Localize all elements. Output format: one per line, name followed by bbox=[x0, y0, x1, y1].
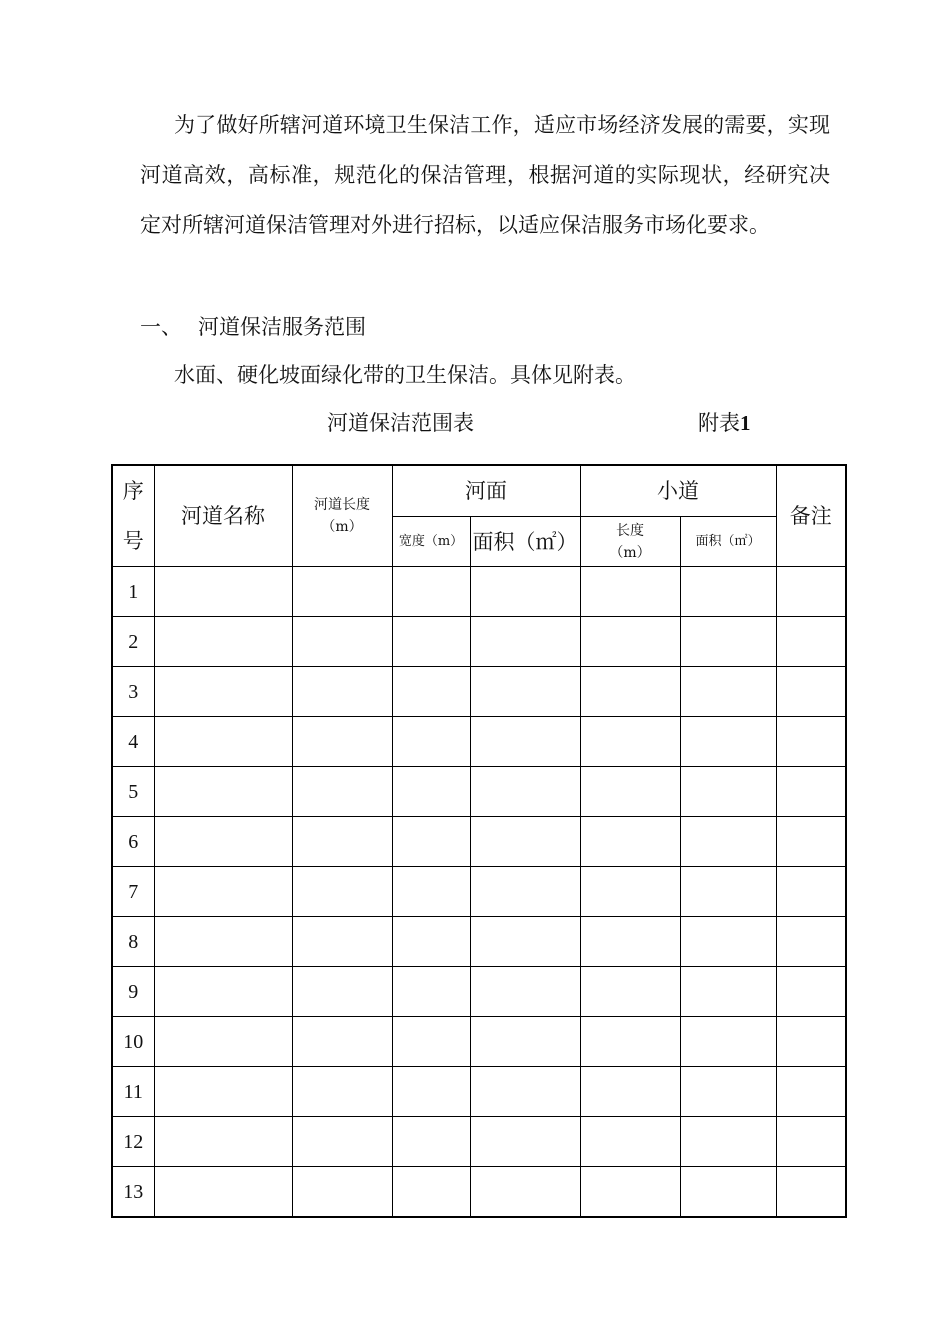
table-cell[interactable] bbox=[292, 1117, 392, 1167]
table-cell[interactable] bbox=[292, 1167, 392, 1218]
table-cell[interactable] bbox=[392, 867, 470, 917]
table-cell[interactable] bbox=[292, 617, 392, 667]
table-cell[interactable] bbox=[392, 1017, 470, 1067]
header-path-area: 面积（㎡） bbox=[680, 517, 776, 567]
table-cell[interactable] bbox=[470, 617, 580, 667]
table-cell[interactable] bbox=[680, 717, 776, 767]
table-cell[interactable] bbox=[470, 567, 580, 617]
table-cell[interactable] bbox=[292, 967, 392, 1017]
table-cell[interactable] bbox=[776, 717, 846, 767]
table-cell[interactable] bbox=[680, 617, 776, 667]
row-number: 10 bbox=[112, 1017, 154, 1067]
row-number: 2 bbox=[112, 617, 154, 667]
table-cell[interactable] bbox=[154, 567, 292, 617]
table-cell[interactable] bbox=[392, 817, 470, 867]
header-water-width: 宽度（m） bbox=[392, 517, 470, 567]
header-path: 小道 bbox=[580, 465, 776, 517]
table-cell[interactable] bbox=[776, 767, 846, 817]
table-cell[interactable] bbox=[580, 717, 680, 767]
table-body bbox=[112, 567, 846, 1218]
table-row bbox=[112, 867, 846, 917]
header-river-length-line2: （m） bbox=[321, 519, 363, 535]
intro-paragraph: 为了做好所辖河道环境卫生保洁工作，适应市场经济发展的需要，实现河道高效，高标准，规范化的保洁管理，根据河道的实际现状，经研究决定对所辖河道保洁管理对外进行招标，以适应保洁服务市场化要求。 bbox=[140, 113, 830, 237]
table-cell[interactable] bbox=[580, 967, 680, 1017]
table-cell[interactable] bbox=[154, 917, 292, 967]
table-cell[interactable] bbox=[470, 817, 580, 867]
row-number: 12 bbox=[112, 1117, 154, 1167]
table-cell[interactable] bbox=[680, 867, 776, 917]
table-cell[interactable] bbox=[292, 817, 392, 867]
row-number: 11 bbox=[112, 1067, 154, 1117]
table-row bbox=[112, 667, 846, 717]
table-cell[interactable] bbox=[776, 1017, 846, 1067]
table-cell[interactable] bbox=[580, 1167, 680, 1218]
row-number: 4 bbox=[112, 717, 154, 767]
table-row bbox=[112, 767, 846, 817]
table-cell[interactable] bbox=[470, 967, 580, 1017]
table-cell[interactable] bbox=[470, 1017, 580, 1067]
table-cell[interactable] bbox=[776, 667, 846, 717]
table-cell[interactable] bbox=[292, 1067, 392, 1117]
header-path-length-line2: （m） bbox=[609, 544, 651, 561]
table-cell[interactable] bbox=[154, 1117, 292, 1167]
header-water-surface: 河面 bbox=[392, 465, 580, 517]
section-heading bbox=[140, 302, 366, 352]
table-cell[interactable] bbox=[292, 917, 392, 967]
header-path-length bbox=[580, 517, 680, 567]
table-cell[interactable] bbox=[680, 567, 776, 617]
table-cell[interactable] bbox=[154, 667, 292, 717]
header-remarks: 备注 bbox=[776, 465, 846, 567]
header-seq-line1: 序 bbox=[122, 479, 144, 503]
row-number: 7 bbox=[112, 867, 154, 917]
table-cell[interactable] bbox=[292, 667, 392, 717]
table-note bbox=[698, 400, 751, 446]
header-water-area: 面积（㎡） bbox=[470, 517, 580, 567]
section-number: 一、 bbox=[140, 315, 182, 339]
table-cell[interactable] bbox=[776, 617, 846, 667]
table-cell[interactable] bbox=[154, 767, 292, 817]
table-row bbox=[112, 717, 846, 767]
table-row bbox=[112, 617, 846, 667]
table-cell[interactable] bbox=[580, 567, 680, 617]
table-cell[interactable] bbox=[580, 867, 680, 917]
table-cell[interactable] bbox=[776, 967, 846, 1017]
table-cell[interactable] bbox=[392, 717, 470, 767]
table-cell[interactable] bbox=[292, 867, 392, 917]
table-cell[interactable] bbox=[392, 667, 470, 717]
table-cell[interactable] bbox=[470, 1067, 580, 1117]
table-cell[interactable] bbox=[470, 717, 580, 767]
row-number: 8 bbox=[112, 917, 154, 967]
table-cell[interactable] bbox=[680, 967, 776, 1017]
table-cell[interactable] bbox=[470, 1167, 580, 1218]
table-cell[interactable] bbox=[154, 817, 292, 867]
table-cell[interactable] bbox=[776, 817, 846, 867]
table-cell[interactable] bbox=[392, 567, 470, 617]
table-row bbox=[112, 567, 846, 617]
table-cell[interactable] bbox=[580, 917, 680, 967]
table-cell[interactable] bbox=[154, 1167, 292, 1218]
header-river-length bbox=[292, 465, 392, 567]
table-cell[interactable] bbox=[580, 817, 680, 867]
table-row bbox=[112, 1117, 846, 1167]
table-row bbox=[112, 917, 846, 967]
table-row bbox=[112, 1017, 846, 1067]
table-cell[interactable] bbox=[580, 1067, 680, 1117]
row-number: 9 bbox=[112, 967, 154, 1017]
row-number: 5 bbox=[112, 767, 154, 817]
table-cell[interactable] bbox=[680, 1067, 776, 1117]
table-note-number: 1 bbox=[740, 411, 751, 435]
row-number: 13 bbox=[112, 1167, 154, 1218]
table-cell[interactable] bbox=[392, 917, 470, 967]
table-cell[interactable] bbox=[470, 867, 580, 917]
table-cell[interactable] bbox=[154, 717, 292, 767]
header-path-length-line1: 长度 bbox=[616, 522, 644, 539]
table-cell[interactable] bbox=[680, 667, 776, 717]
table-cell[interactable] bbox=[680, 1117, 776, 1167]
table-cell[interactable] bbox=[680, 767, 776, 817]
table-cell[interactable] bbox=[776, 1117, 846, 1167]
table-cell[interactable] bbox=[580, 767, 680, 817]
row-number: 1 bbox=[112, 567, 154, 617]
table-cell[interactable] bbox=[292, 1017, 392, 1067]
table-cell[interactable] bbox=[154, 617, 292, 667]
header-river-name: 河道名称 bbox=[154, 465, 292, 567]
table-cell[interactable] bbox=[154, 867, 292, 917]
table-cell[interactable] bbox=[680, 917, 776, 967]
table-cell[interactable] bbox=[776, 867, 846, 917]
row-number: 3 bbox=[112, 667, 154, 717]
table-cell[interactable] bbox=[392, 767, 470, 817]
table-cell[interactable] bbox=[392, 617, 470, 667]
section-body: 水面、硬化坡面绿化带的卫生保洁。具体见附表。 bbox=[174, 363, 636, 387]
table-cell[interactable] bbox=[392, 1067, 470, 1117]
table-cell[interactable] bbox=[776, 1167, 846, 1218]
table-cell[interactable] bbox=[580, 617, 680, 667]
table-cell[interactable] bbox=[154, 1017, 292, 1067]
table-row bbox=[112, 967, 846, 1017]
table-cell[interactable] bbox=[776, 567, 846, 617]
table-cell[interactable] bbox=[470, 767, 580, 817]
table-cell[interactable] bbox=[154, 1067, 292, 1117]
table-cell[interactable] bbox=[580, 1117, 680, 1167]
table-cell[interactable] bbox=[680, 1017, 776, 1067]
table-cell[interactable] bbox=[392, 967, 470, 1017]
table-cell[interactable] bbox=[680, 1167, 776, 1218]
river-cleaning-table bbox=[111, 464, 847, 1218]
table-cell[interactable] bbox=[292, 767, 392, 817]
table-cell[interactable] bbox=[776, 1067, 846, 1117]
table-row bbox=[112, 1167, 846, 1218]
row-number: 6 bbox=[112, 817, 154, 867]
table-row bbox=[112, 817, 846, 867]
table-cell[interactable] bbox=[470, 917, 580, 967]
table-cell[interactable] bbox=[580, 1017, 680, 1067]
table-cell[interactable] bbox=[392, 1117, 470, 1167]
table-row bbox=[112, 1067, 846, 1117]
header-seq bbox=[112, 465, 154, 567]
section-title: 河道保洁服务范围 bbox=[198, 315, 366, 339]
table-cell[interactable] bbox=[470, 1117, 580, 1167]
header-river-length-line1: 河道长度 bbox=[314, 497, 370, 513]
table-cell[interactable] bbox=[680, 817, 776, 867]
table-cell[interactable] bbox=[154, 967, 292, 1017]
header-seq-line2: 号 bbox=[122, 529, 144, 553]
table-cell[interactable] bbox=[392, 1167, 470, 1218]
table-cell[interactable] bbox=[776, 917, 846, 967]
table-cell[interactable] bbox=[292, 567, 392, 617]
table-title: 河道保洁范围表 bbox=[327, 411, 474, 435]
table-cell[interactable] bbox=[292, 717, 392, 767]
table-cell[interactable] bbox=[470, 667, 580, 717]
table-cell[interactable] bbox=[580, 667, 680, 717]
table-note-prefix: 附表 bbox=[698, 411, 740, 435]
